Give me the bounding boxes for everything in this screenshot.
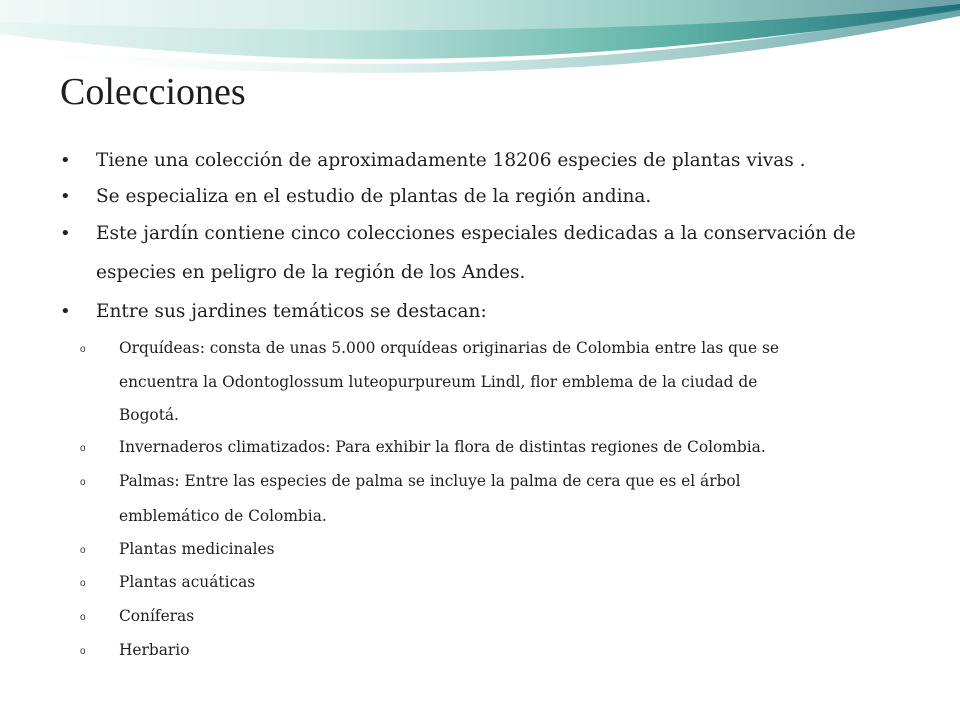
subbullet-marker: o: [80, 545, 86, 556]
bullet-text: Tiene una colección de aproximadamente 18206 especies de plantas vivas .: [96, 150, 806, 171]
subbullet-text-continued: emblemático de Colombia.: [119, 507, 327, 525]
bullet-marker: •: [60, 186, 71, 207]
subbullet-text: Invernaderos climatizados: Para exhibir la flora de distintas regiones de Colombia.: [119, 438, 766, 456]
subbullet-text: Herbario: [119, 641, 190, 659]
slide-title: Colecciones: [60, 71, 246, 113]
subbullet-marker: o: [80, 443, 86, 454]
subbullet-text: Plantas acuáticas: [119, 573, 256, 591]
bullet-marker: •: [60, 223, 71, 244]
subbullet-marker: o: [80, 344, 86, 355]
subbullet-text: Orquídeas: consta de unas 5.000 orquídeas originarias de Colombia entre las que se: [119, 339, 779, 357]
subbullet-text-continued: encuentra la Odontoglossum luteopurpureum Lindl, flor emblema de la ciudad de: [119, 373, 758, 391]
subbullet-text: Coníferas: [119, 607, 195, 625]
subbullet-text: Palmas: Entre las especies de palma se incluye la palma de cera que es el árbol: [119, 472, 741, 490]
bullet-text: Entre sus jardines temáticos se destacan:: [96, 301, 487, 322]
bullet-marker: •: [60, 150, 71, 171]
bullet-text: Se especializa en el estudio de plantas de la región andina.: [96, 186, 652, 207]
subbullet-marker: o: [80, 646, 86, 657]
bullet-text: Este jardín contiene cinco colecciones especiales dedicadas a la conservación de: [96, 223, 856, 244]
subbullet-text-continued: Bogotá.: [119, 406, 179, 424]
bullet-text-continued: especies en peligro de la región de los Andes.: [96, 262, 526, 283]
subbullet-marker: o: [80, 578, 86, 589]
subbullet-marker: o: [80, 612, 86, 623]
subbullet-text: Plantas medicinales: [119, 540, 275, 558]
bullet-marker: •: [60, 301, 71, 322]
subbullet-marker: o: [80, 477, 86, 488]
